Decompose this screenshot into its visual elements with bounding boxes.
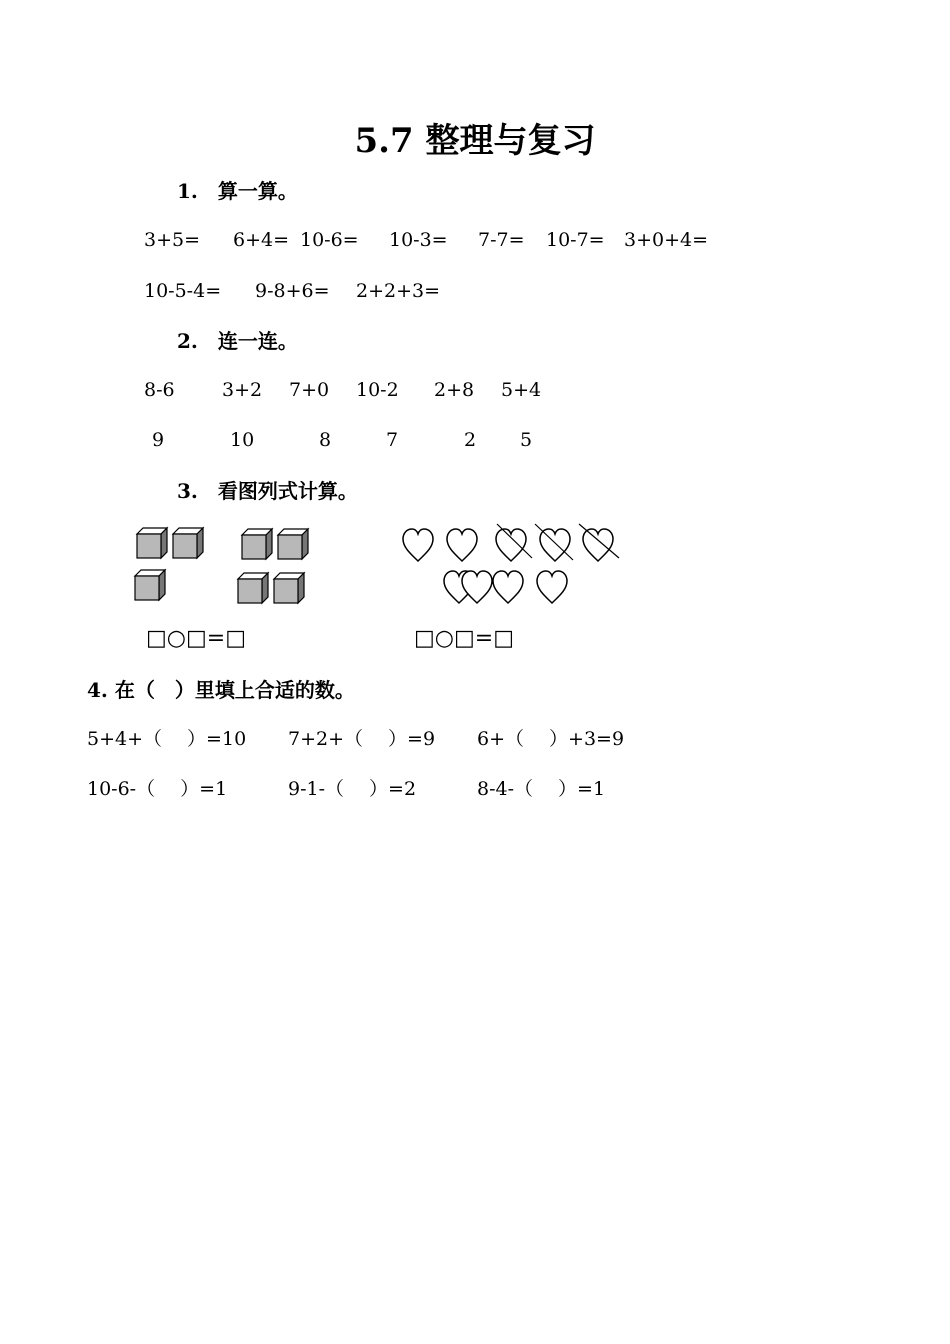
fill-expr-2-2: 9-1-（ ）=2 (288, 778, 417, 800)
expr-1-7: 3+0+4= (624, 229, 709, 251)
match-bottom-4: 7 (386, 429, 399, 451)
cube (137, 528, 167, 558)
cube (242, 529, 272, 559)
match-bottom-3: 8 (319, 429, 332, 451)
expr-1-3: 10-6= (300, 229, 359, 251)
cube (173, 528, 203, 558)
match-bottom-6: 5 (520, 429, 533, 451)
fill-expr-1-3: 6+（ ）+3=9 (477, 728, 625, 750)
match-top-4: 10-2 (356, 379, 399, 401)
left-formula-boxes: □○□=□ (146, 626, 246, 651)
heart-icon (462, 571, 492, 603)
expr-1-5: 7-7= (478, 229, 525, 251)
match-top-2: 3+2 (222, 379, 263, 401)
section-4-heading: 4. 在（ ）里填上合适的数。 (87, 678, 355, 702)
match-bottom-1: 9 (152, 429, 165, 451)
section-1-heading: 1. 算一算。 (177, 179, 298, 203)
match-bottom-2: 10 (230, 429, 255, 451)
heart-icon (583, 529, 613, 561)
cube (238, 573, 268, 603)
section-2-heading: 2. 连一连。 (177, 329, 298, 353)
heart-icon (496, 529, 526, 561)
cube (278, 529, 308, 559)
match-top-6: 5+4 (501, 379, 542, 401)
cubes-picture (128, 520, 318, 610)
expr-2-3: 2+2+3= (356, 280, 441, 302)
match-top-3: 7+0 (289, 379, 330, 401)
expr-2-1: 10-5-4= (144, 280, 222, 302)
match-top-1: 8-6 (144, 379, 175, 401)
expr-1-1: 3+5= (144, 229, 201, 251)
page-title: 5.7 整理与复习 (354, 121, 596, 161)
expr-1-6: 10-7= (546, 229, 605, 251)
section-3-heading: 3. 看图列式计算。 (177, 479, 358, 503)
heart-icon (537, 571, 567, 603)
match-bottom-5: 2 (464, 429, 477, 451)
expr-1-4: 10-3= (389, 229, 448, 251)
fill-expr-2-1: 10-6-（ ）=1 (87, 778, 228, 800)
expr-2-2: 9-8+6= (255, 280, 330, 302)
hearts-picture (395, 520, 635, 610)
match-top-5: 2+8 (434, 379, 475, 401)
fill-expr-2-3: 8-4-（ ）=1 (477, 778, 606, 800)
heart-icon (447, 529, 477, 561)
cube (135, 570, 165, 600)
right-formula-boxes: □○□=□ (414, 626, 514, 651)
expr-1-2: 6+4= (233, 229, 290, 251)
heart-icon (493, 571, 523, 603)
fill-expr-1-2: 7+2+（ ）=9 (288, 728, 436, 750)
cube (274, 573, 304, 603)
heart-icon (403, 529, 433, 561)
fill-expr-1-1: 5+4+（ ）=10 (87, 728, 247, 750)
